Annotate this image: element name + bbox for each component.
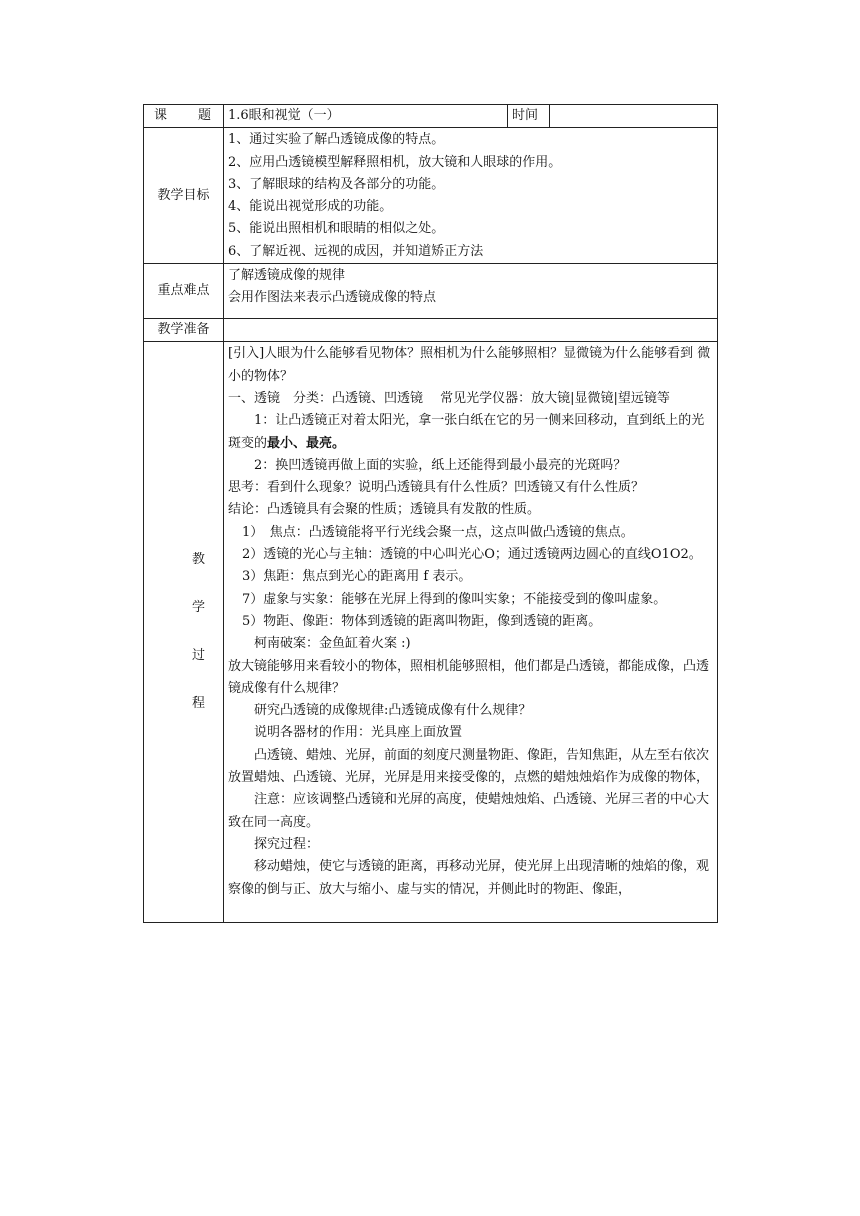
objectives-label: 教学目标 — [144, 128, 224, 264]
process-label: 教 学 过 程 — [144, 342, 224, 923]
step1-emphasis: 最小、最亮。 — [267, 435, 346, 451]
equipment-text: 说明各器材的作用：光具座上面放置 — [254, 725, 463, 741]
magnifier-text: 放大镜能够用来看较小的物体，照相机能够照相，他们都是凸透镜，都能成像，凸透镜成像有什么规律？ — [228, 658, 710, 696]
key-points-label: 重点难点 — [144, 264, 224, 319]
objectives-content — [224, 128, 718, 264]
definition-item: 2）透镜的光心与主轴：透镜的中心叫光心O；通过透镜两边圆心的直线O1O2。 — [242, 547, 702, 563]
objective-item: 1、通过实验了解凸透镜成像的特点。 — [228, 132, 445, 148]
research-text: 研究凸透镜的成像规律:凸透镜成像有什么规律？ — [254, 703, 532, 719]
course-label: 课 题 — [144, 105, 224, 128]
definition-item: 5）物距、像距：物体到透镜的距离叫物距，像到透镜的距离。 — [242, 613, 602, 629]
preparation-label: 教学准备 — [144, 319, 224, 342]
intro-text: [引入]人眼为什么能够看见物体？照相机为什么能够照相？显微镜为什么能够看到 微小的物体？ — [228, 346, 711, 384]
key-points-row — [144, 264, 718, 319]
course-title: 1.6眼和视觉（一） — [224, 105, 508, 128]
preparation-value — [224, 319, 718, 342]
note-text: 注意：应该调整凸透镜和光屏的高度，使蜡烛烛焰、凸透镜、光屏三者的中心大致在同一高度。 — [228, 792, 710, 830]
step1-text: 1：让凸透镜正对着太阳光，拿一张白纸在它的另一侧来回移动，直到纸上的光斑变的最小、最亮。 — [228, 413, 705, 451]
objective-item: 2、应用凸透镜模型解释照相机，放大镜和人眼球的作用。 — [228, 154, 562, 170]
key-point-item: 会用作图法来表示凸透镜成像的特点 — [228, 290, 437, 306]
think-text: 思考：看到什么现象？说明凸透镜具有什么性质？凹透镜又有什么性质？ — [228, 480, 645, 496]
objective-item: 6、了解近视、远视的成因，并知道矫正方法 — [228, 243, 484, 259]
setup-text: 凸透镜、蜡烛、光屏，前面的刻度尺测量物距、像距，告知焦距，从左至右依次放置蜡烛、凸透镜、光屏，光屏是用来接受像的，点燃的蜡烛烛焰作为成像的物体， — [228, 747, 710, 786]
title-row — [144, 105, 718, 128]
definition-item: 3）焦距：焦点到光心的距离用 f 表示。 — [242, 569, 472, 585]
objectives-row — [144, 128, 718, 264]
explore-text: 探究过程： — [254, 836, 320, 852]
conclusion-text: 结论：凸透镜具有会聚的性质；透镜具有发散的性质。 — [228, 502, 541, 518]
definition-item: 1） 焦点：凸透镜能将平行光线会聚一点，这点叫做凸透镜的焦点。 — [242, 524, 634, 540]
preparation-row — [144, 319, 718, 342]
time-value — [550, 105, 718, 128]
key-points-content — [224, 264, 718, 319]
objective-item: 4、能说出视觉形成的功能。 — [228, 199, 393, 215]
key-point-item: 了解透镜成像的规律 — [228, 268, 346, 284]
step2-text: 2：换凹透镜再做上面的实验，纸上还能得到最小最亮的光斑吗？ — [254, 457, 627, 473]
time-label: 时间 — [508, 105, 550, 128]
objective-item: 5、能说出照相机和眼睛的相似之处。 — [228, 221, 445, 237]
case-text: 柯南破案：金鱼缸着火案 :) — [254, 636, 411, 652]
objective-item: 3、了解眼球的结构及各部分的功能。 — [228, 176, 445, 192]
process-content — [224, 342, 718, 923]
procedure-text: 移动蜡烛，使它与透镜的距离，再移动光屏，使光屏上出现清晰的烛焰的像，观察像的倒与正、放大与缩小、虚与实的情况，并侧此时的物距、像距， — [228, 859, 710, 897]
lesson-plan-table — [143, 104, 717, 923]
process-row — [144, 342, 718, 923]
lens-types-text: 一、透镜 分类：凸透镜、凹透镜 常见光学仪器：放大镜|显微镜|望远镜等 — [228, 390, 670, 406]
definition-item: 7）虚象与实象：能够在光屏上得到的像叫实象；不能接受到的像叫虚象。 — [242, 591, 667, 607]
